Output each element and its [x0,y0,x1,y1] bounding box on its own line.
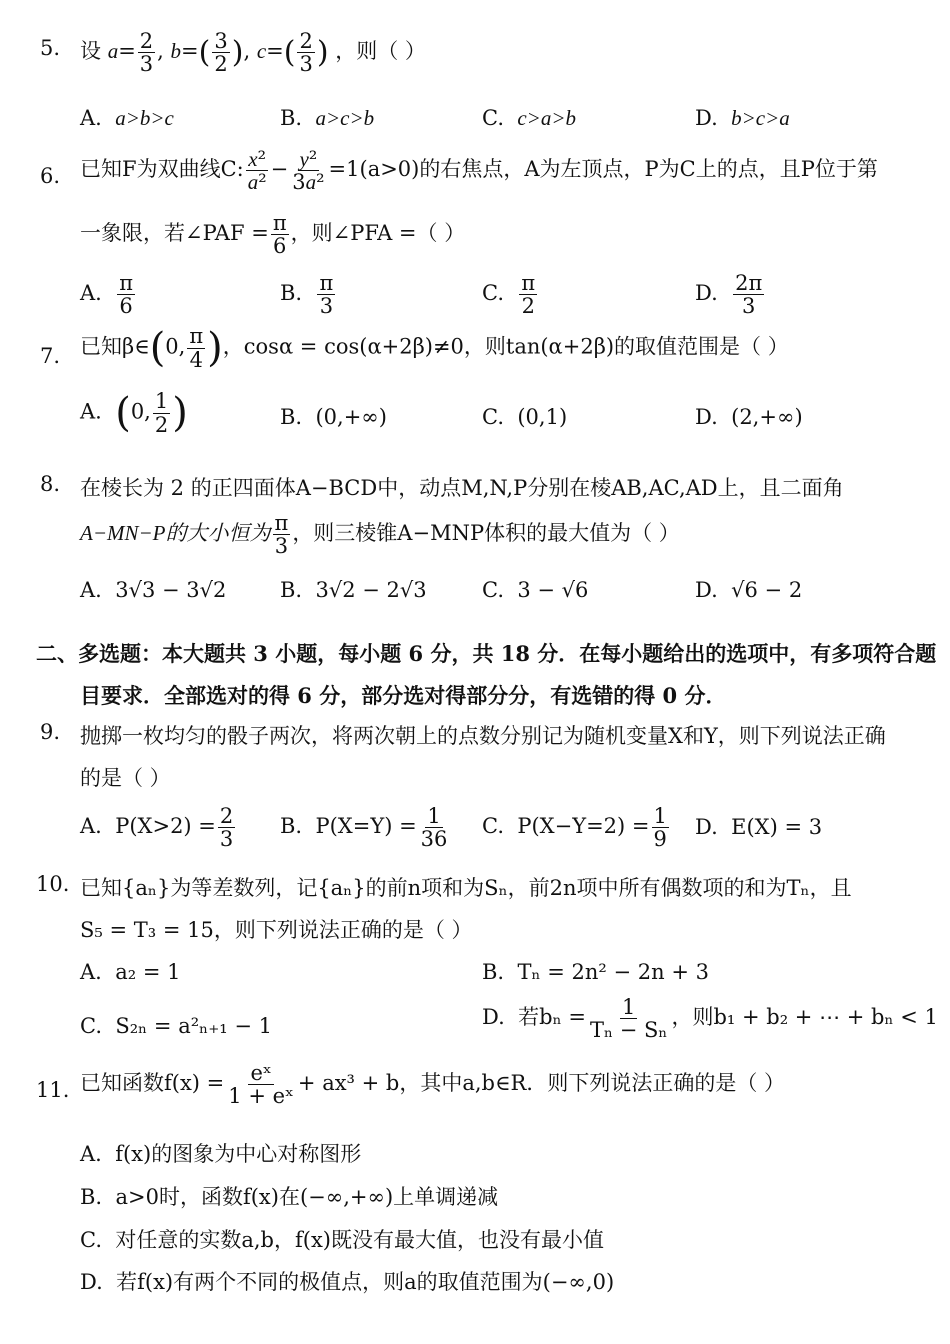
q5-option-d: D. b>c>a [695,106,790,130]
q6-line1: 已知F为双曲线C: $\frac{\text{x²}}{\text{a²}}$ − $\frac{\text{y²}}{\text{3a²}}$ =1(a>0)的右焦点，A为左顶点，P为C上的点，且P位于第 [80,147,878,195]
q8-option-c: C. 3 − √6 [482,578,589,602]
q11-option-b: B. a>0时，函数f(x)在(−∞,+∞)上单调递减 [80,1185,499,1209]
q9-option-b: B. P(X=Y) = $\frac{1}{36}$ [280,804,448,852]
q5-stem-suffix: ，则（ ） [335,39,426,64]
q8-option-b: B. 3√2 − 2√3 [280,578,427,602]
section-2-title: 二、多选题：本大题共 3 小题，每小题 6 分，共 18 分．在每小题给出的选项中，有多项符合题 [36,641,937,666]
q6-line2: 一象限，若∠PAF = $\frac{\pi}{6}$ ，则∠PFA =（ ） [80,211,466,259]
q6-option-c: C. $\frac{\pi}{2}$ [482,271,536,319]
q9-number: 9. [40,720,61,744]
q9-line2: 的是（ ） [80,766,171,790]
q8-number: 8. [40,472,61,496]
q6-number: 6. [40,164,61,188]
q7-number: 7. [40,344,61,368]
q10-option-c: C. S₂ₙ = a²ₙ₊₁ − 1 [80,1014,273,1038]
q8-line1: 在棱长为 2 的正四面体A−BCD中，动点M,N,P分别在棱AB,AC,AD上，且二面角 [80,476,844,500]
q11-option-c: C. 对任意的实数a,b，f(x)既没有最大值，也没有最小值 [80,1228,604,1252]
q5-option-c: C. c>a>b [482,106,577,130]
q10-line2: S₅ = T₃ = 15，则下列说法正确的是（ ） [80,918,473,942]
section-2-title-cont: 目要求．全部选对的得 6 分，部分选对得部分分，有选错的得 0 分． [80,683,727,708]
q5-stem-prefix: 设 [80,39,101,64]
q7-stem: 已知β∈(0, $\frac{\pi}{4}$ )，cosα = cos(α+2β)≠0，则tan(α+2β)的取值范围是（ ） [80,324,789,372]
q5-option-b: B. a>c>b [280,106,375,130]
q9-option-c: C. P(X−Y=2) = $\frac{1}{9}$ [482,804,667,852]
q6-option-d: D. $\frac{2\pi}{3}$ [695,271,763,319]
q10-number: 10. [36,872,70,896]
q8-line2: A−MN−P的大小恒为 $\frac{\pi}{3}$ ，则三棱锥A−MNP体积的最大值为（ ） [80,511,680,559]
q7-option-b: B. (0,+∞) [280,405,387,429]
q7-option-d: D. (2,+∞) [695,405,803,429]
q10-option-a: A. a₂ = 1 [80,960,181,984]
q11-stem: 已知函数f(x) = $\frac{\text{eˣ}}{\text{1 + eˣ}}$ + ax³ + b，其中a,b∈R．则下列说法正确的是（ ） [80,1061,786,1109]
q11-number: 11. [36,1078,70,1102]
q6-option-b: B. $\frac{\pi}{3}$ [280,271,334,319]
q10-line1: 已知{aₙ}为等差数列，记{aₙ}的前n项和为Sₙ，前2n项中所有偶数项的和为Tₙ，且 [80,876,852,900]
q10-option-d: D. 若bₙ = $\frac{1}{\text{Tₙ − Sₙ}}$ ，则b₁ + b₂ + ⋯ + bₙ < 1 [482,995,938,1043]
q11-option-a: A. f(x)的图象为中心对称图形 [80,1142,362,1166]
q8-option-a: A. 3√3 − 3√2 [80,578,227,602]
q5-option-a: A. a>b>c [80,106,174,130]
q9-option-a: A. P(X>2) = $\frac{2}{3}$ [80,804,234,852]
q5-stem: 设 a= $\frac{2}{3}$ , b=( $\frac{3}{2}$ ), c=( $\frac{2}{3}$ ) ，则（ ） [80,29,426,77]
q5-number: 5. [40,36,61,60]
q11-option-d: D. 若f(x)有两个不同的极值点，则a的取值范围为(−∞,0) [80,1270,615,1294]
q10-option-b: B. Tₙ = 2n² − 2n + 3 [482,960,709,984]
q9-line1: 抛掷一枚均匀的骰子两次，将两次朝上的点数分别记为随机变量X和Y，则下列说法正确 [80,724,886,748]
q8-option-d: D. √6 − 2 [695,578,803,602]
q7-option-c: C. (0,1) [482,405,568,429]
q6-option-a: A. $\frac{\pi}{6}$ [80,271,134,319]
q7-option-a: A. (0, $\frac{1}{2}$ ) [80,389,188,437]
q9-option-d: D. E(X) = 3 [695,815,823,839]
